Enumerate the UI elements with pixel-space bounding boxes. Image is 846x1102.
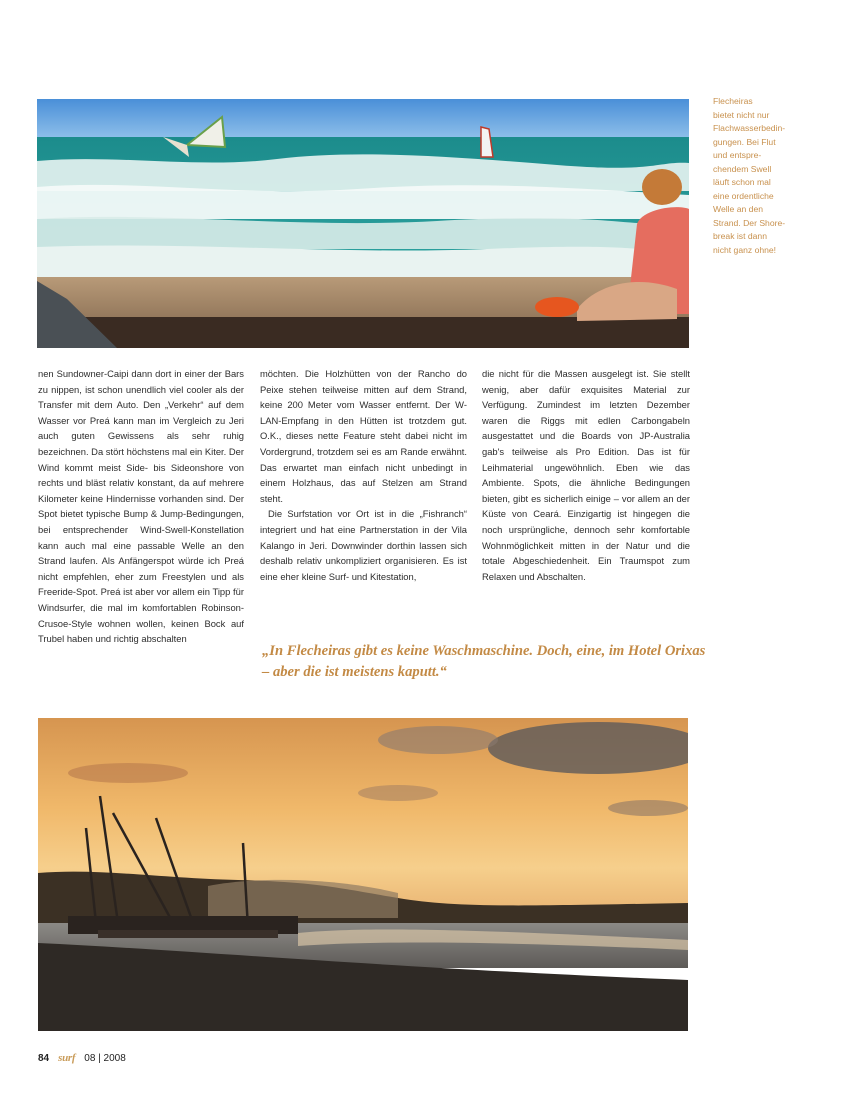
article-paragraph: Die Surfstation vor Ort ist in die „Fishranch“ integriert und hat eine Partnerstation in der Vila Kalango in Jeri. Downwinder dorthin lassen sich deshalb relativ unkompliziert organisieren. Es ist eine eher kleine Surf- und Kitestation, xyxy=(260,508,467,582)
sunset-beach-photo xyxy=(38,718,688,1031)
article-paragraph: nen Sundowner-Caipi dann dort in einer der Bars zu nippen, ist schon unendlich viel cooler als der Transfer mit dem Auto. Den „Verkehr“ auf dem Wasser vor Preá kann man im Vergleich zu Jeri auch guten Gewissens als sehr ruhig bezeichnen. Da stört höchstens mal ein Kiter. Der Wind kommt meist Side- bis Sideonshore von rechts und bläst relativ konstant, da auf mehrere Kilometer keine Hindernisse vorhanden sind. Der Spot bietet typische Bump & Jump-Bedingungen, bei entsprechender Wind-Swell-Konstellation kann auch mal eine passable Welle an den Strand laufen. Als Anfängerspot würde ich Preá nicht empfehlen, eher zum Freestylen und als Freeride-Spot. Preá ist aber vor allem ein Tipp für Windsurfer, die mal im komfortablen Robinson-Crusoe-Style wohnen wollen, keinen Bock auf Trubel haben und richtig abschalten xyxy=(38,368,244,645)
article-column-3 xyxy=(482,366,690,584)
issue-date: 08 | 2008 xyxy=(84,1052,126,1064)
article-paragraph: die nicht für die Massen ausgelegt ist. Sie stellt wenig, aber dafür exquisites Material zur Verfügung. Zumindest im letzten Dezember waren die Riggs mit edlen Carbongabeln ausgestattet und die Boards von JP-Australia gab's teilweise als Pro Edition. Das ist für Leihmaterial ungewöhnlich. Eben wie das Ambiente. Spots, die ähnliche Bedingungen bieten, gibt es sicherlich einige – vor allem an der Küste von Ceará. Einzigartig ist hingegen die noch ursprüngliche, dennoch sehr komfortable Wohnmöglichkeit mitten in der Natur und die totale Abgeschiedenheit. Ein Traumspot zum Relaxen und Abschalten. xyxy=(482,368,690,582)
beach-surf-illustration xyxy=(37,99,689,348)
beach-surf-photo xyxy=(37,99,689,348)
photo-caption: Flecheiras bietet nicht nur Flachwasserbedin- gungen. Bei Flut und entspre- chendem Swell läuft schon mal eine ordentliche Welle an den Strand. Der Shore- break ist dann nicht ganz ohne! xyxy=(713,96,786,255)
article-column-2 xyxy=(260,366,467,584)
page-number: 84 xyxy=(38,1052,50,1064)
magazine-logo: surf xyxy=(58,1052,76,1064)
pull-quote: „In Flecheiras gibt es keine Waschmaschine. Doch, eine, im Hotel Orixas – aber die ist meistens kaputt.“ xyxy=(262,643,706,680)
article-column-1 xyxy=(38,366,244,647)
page-footer xyxy=(38,1052,126,1064)
article-paragraph: möchten. Die Holzhütten von der Rancho do Peixe stehen teilweise mitten auf dem Strand, keine 200 Meter vom Wasser entfernt. Der W-LAN-Empfang in den Hütten ist trotzdem gut. O.K., dieses nette Feature steht dabei nicht im Vordergrund, trotzdem sei es am Rande erwähnt. Das erwartet man einfach nicht unbedingt in einem Holzhaus, das auf Stelzen am Strand steht. xyxy=(260,368,467,504)
sunset-beach-illustration xyxy=(38,718,688,1031)
